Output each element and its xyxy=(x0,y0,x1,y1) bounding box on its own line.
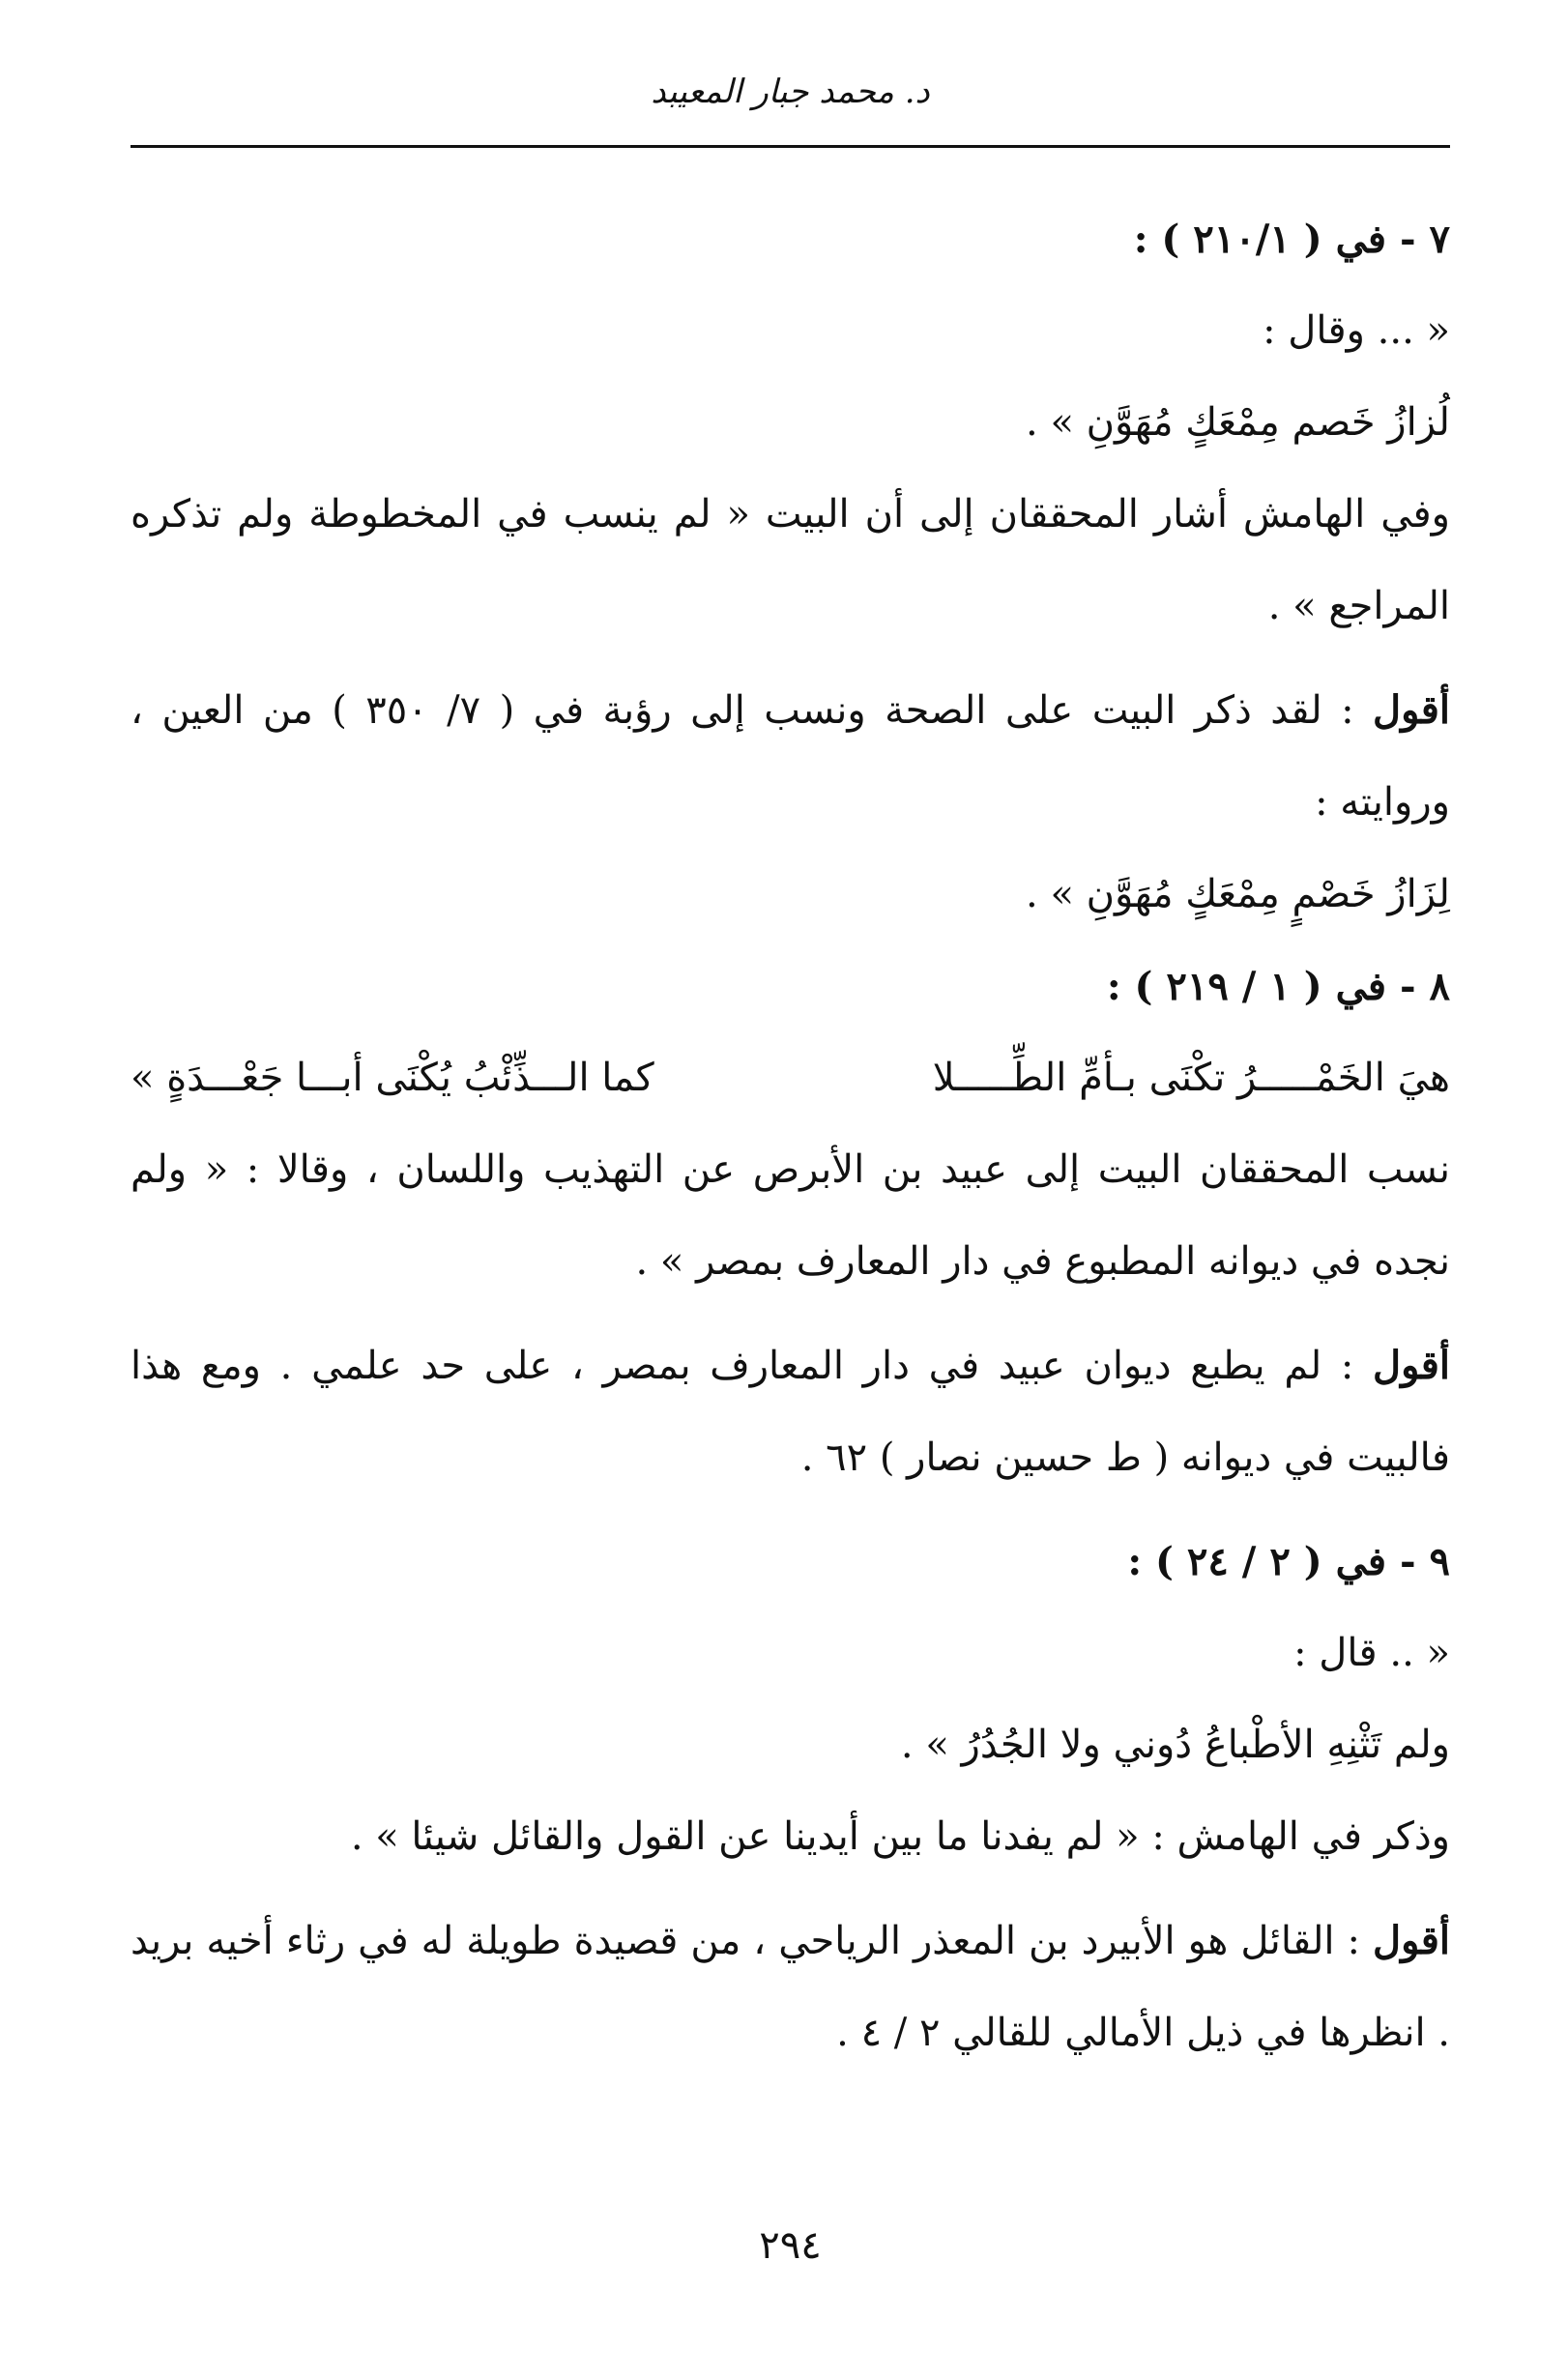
section-7-quote-intro: « ... وقال : xyxy=(1263,308,1450,353)
header-divider xyxy=(131,145,1450,148)
section-8-heading: ٨ - في ( ١ / ٢١٩ ) : xyxy=(1106,964,1450,1009)
section-8-comment-text: : لم يطبع ديوان عبيد في دار المعارف بمصر ، على حد علمي . ومع هذا فالبيت في ديوانه ( ط حسين نصار ) ٦٢ . xyxy=(131,1344,1450,1480)
section-8-comment xyxy=(131,1319,1450,1504)
section-9-comment-text: : القائل هو الأبيرد بن المعذر الرياحي ، من قصيدة طويلة له في رثاء أخيه بريد . انظرها في ذيل الأمالي للقالي ٢ / ٤ . xyxy=(131,1919,1450,2055)
running-header: د. محمد جبار المعيبد xyxy=(651,72,930,111)
section-8-couplet xyxy=(131,1032,1450,1124)
section-7-note: وفي الهامش أشار المحققان إلى أن البيت « لم ينسب في المخطوطة ولم تذكره المراجع » . xyxy=(131,492,1450,628)
section-8-note: نسب المحققان البيت إلى عبيد بن الأبرص عن التهذيب واللسان ، وقالا : « ولم نجده في ديوانه المطبوع في دار المعارف بمصر » . xyxy=(131,1147,1450,1284)
page-number: ٢٩٤ xyxy=(759,2223,822,2268)
section-9-comment xyxy=(131,1895,1450,2079)
section-9-comment-lead: أقول xyxy=(1373,1918,1451,1963)
section-8-comment-lead: أقول xyxy=(1373,1343,1450,1388)
section-9-quote-intro: « .. قال : xyxy=(1293,1631,1450,1675)
section-7-comment xyxy=(131,664,1450,849)
couplet-first-hemistich: هيَ الخَمْـــــرُ تكْنَى بـأمِّ الطِّـــــلا xyxy=(932,1056,1450,1100)
section-7-comment-text: : لقد ذكر البيت على الصحة ونسب إلى رؤبة في ( ٧/ ٣٥٠ ) من العين ، وروايته : xyxy=(131,688,1450,825)
section-9-verse: ولم تَثْنِهِ الأطْباعُ دُوني ولا الجُدُرُ » . xyxy=(900,1723,1450,1767)
section-7-verse: لُزازُ خَصم مِمْعَكٍ مُهَوَّنِ » . xyxy=(1026,400,1450,445)
section-7-comment-lead: أقول xyxy=(1373,687,1450,733)
section-9-note: وذكر في الهامش : « لم يفدنا ما بين أيدينا عن القول والقائل شيئا » . xyxy=(350,1814,1450,1859)
page-body xyxy=(131,193,1450,2079)
section-9-heading: ٩ - في ( ٢ / ٢٤ ) : xyxy=(1127,1539,1450,1584)
section-7-heading: ٧ - في ( ٢١٠/١ ) : xyxy=(1133,217,1450,262)
section-7-verse-corrected: لِزَازُ خَصْمٍ مِمْعَكٍ مُهَوَّنِ » . xyxy=(1026,872,1450,916)
couplet-second-hemistich: كما الـــذِّئْبُ يُكْنَى أبـــا جَعْـــدَةٍ » xyxy=(131,1056,654,1100)
